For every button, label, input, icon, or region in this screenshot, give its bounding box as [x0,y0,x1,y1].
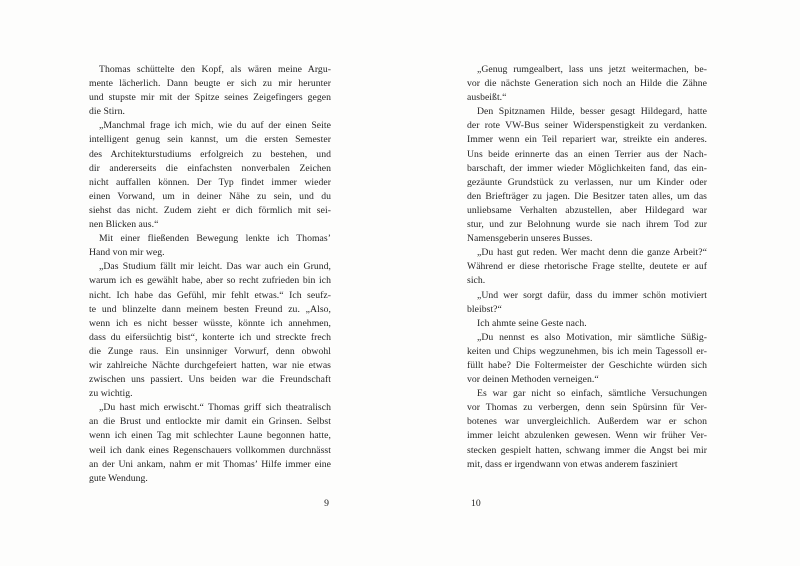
text-line: „Du hast mich erwischt.“ Thomas griff sich theatralisch [99,402,331,414]
text-line: Immer wenn ein Teil repariert war, streikte ein anderes. [467,134,707,146]
text-line: siehst das nicht. Zudem zieht er dich förmlich mit sei- [89,204,331,216]
text-line: mente lächerlich. Dann beugte er sich zu mir herunter [89,78,331,90]
page-9-number: 9 [324,498,329,509]
text-line: te und blinzelte dann meinem besten Freund zu. „Also, [89,303,331,315]
text-line: „Und wer sorgt dafür, dass du immer schön motiviert [477,289,707,301]
text-line: nicht auffallen können. Der Typ findet immer wieder [89,176,331,188]
text-line: Ich ahmte seine Geste nach. [477,317,587,329]
page-9-text-block [89,63,331,486]
text-line: gezäunte Grundstück zu verlassen, nur um Kinder oder [467,176,707,188]
text-line: bleibst?“ [467,303,502,315]
text-line: die Stirn. [89,106,126,118]
text-line: Hand von mir weg. [89,247,165,259]
text-line: Thomas schüttelte den Kopf, als wären meine Argu- [99,64,331,75]
text-line: zwischen uns passiert. Uns beiden war die Freundschaft [89,374,331,386]
text-line: „Manchmal frage ich mich, wie du auf der einen Seite [99,120,331,132]
text-line: „Genug rumgealbert, lass uns jetzt weitermachen, be- [477,64,707,75]
text-line: an die Brust und entlockte mir damit ein Grinsen. Selbst [89,416,331,428]
text-line: barschaft, der immer wieder Möglichkeiten fand, das ein- [467,162,707,174]
text-line: botenes war unvergleichlich. Außerdem war er schon [467,416,707,428]
text-line: stecken gespielt hatten, schwang immer die Angst bei mir [467,444,707,456]
text-line: ausbeißt.“ [467,92,507,104]
text-line: und stupste mir mit der Spitze seines Zeigefingers gegen [89,92,331,104]
text-line: der rote VW-Bus seiner Widerspenstigkeit zu verdanken. [467,120,707,132]
text-line: Es war gar nicht so einfach, sämtliche Versuchungen [477,388,707,400]
text-line: mit, dass er irgendwann von etwas anderem fasziniert [467,458,678,470]
text-line: vor Thomas zu verbergen, denn sein Spürsinn für Ver- [467,402,707,414]
text-line: immer leicht abzulenken gewesen. Wenn wir früher Ver- [467,430,707,442]
text-line: Mit einer fließenden Bewegung lenkte ich Thomas’ [99,233,331,245]
text-line: unliebsame Verhalten abzustellen, aber Hildegard war [467,204,707,216]
text-line: dir andererseits die einfachsten nonverbalen Zeichen [89,162,331,174]
text-line: wenn ich es nicht besser wüsste, könnte ich annehmen, [89,317,331,329]
text-line: dass du eifersüchtig bist“, konterte ich und streckte frech [89,331,331,343]
text-line: Den Spitznamen Hilde, besser gesagt Hildegard, hatte [477,106,707,118]
text-line: weil ich dank eines Regenschauers vollkommen durchnässt [89,444,331,456]
text-line: Namensgeberin unseres Busses. [467,233,593,245]
text-line: des Architekturstudiums erfolgreich zu bestehen, und [89,148,331,160]
text-line: Während er diese rhetorische Frage stellte, deutete er auf [467,261,707,273]
page-10-text-block [467,63,707,472]
text-line: wenn ich einen Tag mit schlechter Laune begonnen hatte, [89,430,331,442]
text-line: Uns beide erinnerte das an einen Terrier aus der Nach- [467,148,707,160]
text-line: „Du nennst es also Motivation, mir sämtliche Süßig- [477,331,707,343]
text-line: den Briefträger zu jagen. Die Besitzer taten alles, um das [467,190,707,202]
text-line: vor deinen Methoden verneigen.“ [467,374,599,386]
text-line: intelligent genug sein kannst, um die ersten Semester [89,134,331,146]
text-line: nicht. Ich habe das Gefühl, mir fehlt etwas.“ Ich seufz- [89,289,331,301]
text-line: an der Uni ankam, nahm er mit Thomas’ Hilfe immer eine [89,458,331,470]
text-line: keiten und Chips wegzunehmen, bis ich mein Tagessoll er- [467,345,707,357]
text-line: „Das Studium fällt mir leicht. Das war auch ein Grund, [99,261,331,273]
text-line: nen Blicken aus.“ [89,219,159,231]
page-10-number: 10 [471,498,481,509]
text-line: einen Vorwand, um in deiner Nähe zu sein, und du [89,190,331,202]
text-line: stur, und zur Belohnung wurde sie nach ihrem Tod zur [467,219,707,231]
text-line: zu wichtig. [89,388,133,400]
text-line: füllt habe? Die Foltermeister der Geschichte würden sich [467,359,707,371]
text-line: sich. [467,275,486,287]
text-line: warum ich es gewählt habe, aber so recht zufrieden bin ich [89,275,331,287]
book-page-10 [400,0,800,566]
text-line: die Zunge raus. Ein unsinniger Vorwurf, denn obwohl [89,345,331,357]
text-line: „Du hast gut reden. Wer macht denn die ganze Arbeit?“ [477,247,707,259]
text-line: gute Wendung. [89,472,148,484]
text-line: wir zahlreiche Nächte durchgefeiert hatten, war nie etwas [89,359,331,371]
text-line: vor die nächste Generation sich noch an Hilde die Zähne [467,78,707,90]
